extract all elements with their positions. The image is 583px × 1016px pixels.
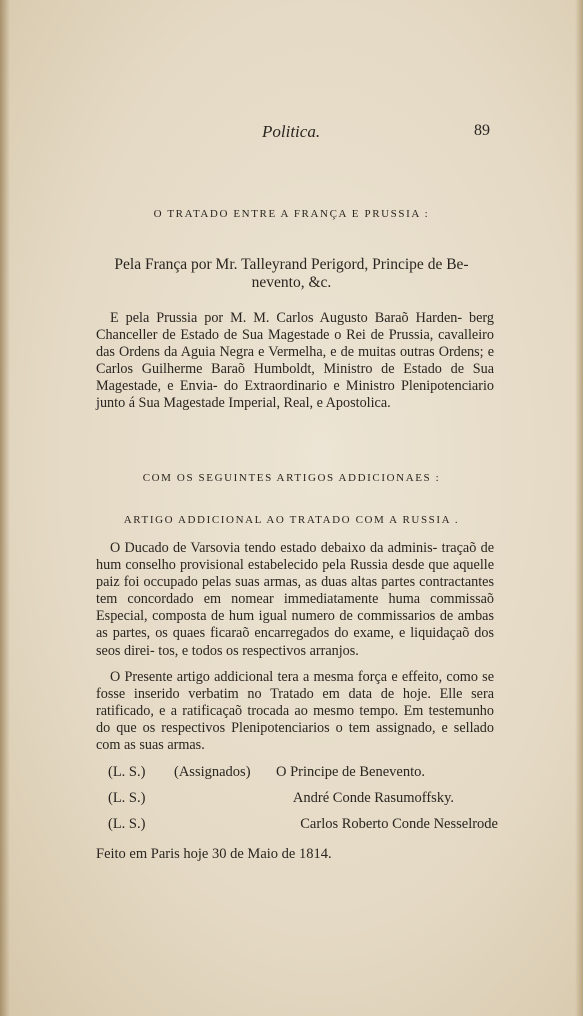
page-number: 89 — [474, 122, 490, 139]
signed-note: (Assignados) — [174, 764, 251, 780]
signatory-name: Carlos Roberto Conde Nesselrode — [300, 816, 498, 832]
article-heading: ARTIGO ADDICIONAL AO TRATADO COM A RUSSIA . — [123, 514, 460, 526]
additional-articles-heading: COM OS SEGUINTES ARTIGOS ADDICIONAES : — [142, 472, 441, 484]
signature-row — [108, 764, 498, 784]
seal-mark: (L. S.) — [108, 816, 146, 832]
signature-row — [108, 816, 498, 836]
prussia-paragraph: E pela Prussia por M. M. Carlos Augusto Baraõ Harden- berg Chanceller de Estado de Sua Magestade o Rei de Prussia, cavalleiro das Ordens da Aguia Negra e Vermelha, e de muitas outras Ordens; e Carlos Guilherme Baraõ Humboldt, Ministro de Estado de Sua Magestade, e Envia- do Extraordinario e Ministro Plenipotenciario junto á Sua Magestade Imperial, Real, e Apostolica. — [96, 310, 494, 412]
closing-date-line: Feito em Paris hoje 30 de Maio de 1814. — [96, 846, 332, 862]
seal-mark: (L. S.) — [108, 790, 146, 806]
page-header — [0, 122, 583, 146]
seal-mark: (L. S.) — [108, 764, 146, 780]
france-party — [0, 256, 583, 292]
france-party-line2: nevento, &c. — [251, 274, 332, 291]
article-paragraph-2: O Presente artigo addicional tera a mesma força e effeito, como se fosse inserido verbatim no Tratado em data de hoje. Elle sera ratificado, e a ratificaçaõ trocada ao mesmo tempo. Em testemunho do que os respectivos Plenipotenciarios o tem assignado, e sellado com as suas armas. — [96, 669, 494, 754]
page-left-edge — [0, 0, 10, 1016]
france-party-line1: Pela França por Mr. Talleyrand Perigord, Principe de Be- — [114, 256, 469, 273]
page-right-edge — [575, 0, 583, 1016]
signatory-name: O Principe de Benevento. — [276, 764, 425, 780]
signature-row — [108, 790, 498, 810]
treaty-heading: O TRATADO ENTRE A FRANÇA E PRUSSIA : — [153, 208, 430, 220]
running-title: Politica. — [262, 122, 321, 141]
signatory-name: André Conde Rasumoffsky. — [292, 790, 454, 806]
article-paragraph-1: O Ducado de Varsovia tendo estado debaixo da adminis- traçaõ de hum conselho provisional estabelecido pela Russia desde que aquelle paiz foi occupado pelas suas armas, as duas altas partes contractantes tem concordado em nomear immediatamente huma commissaõ Especial, composta de hum igual numero de commissarios de ambas as partes, os quaes ficaraõ encarregados do exame, e liquidaçaõ dos seos direi- tos, e todos os respectivos arranjos. — [96, 540, 494, 659]
